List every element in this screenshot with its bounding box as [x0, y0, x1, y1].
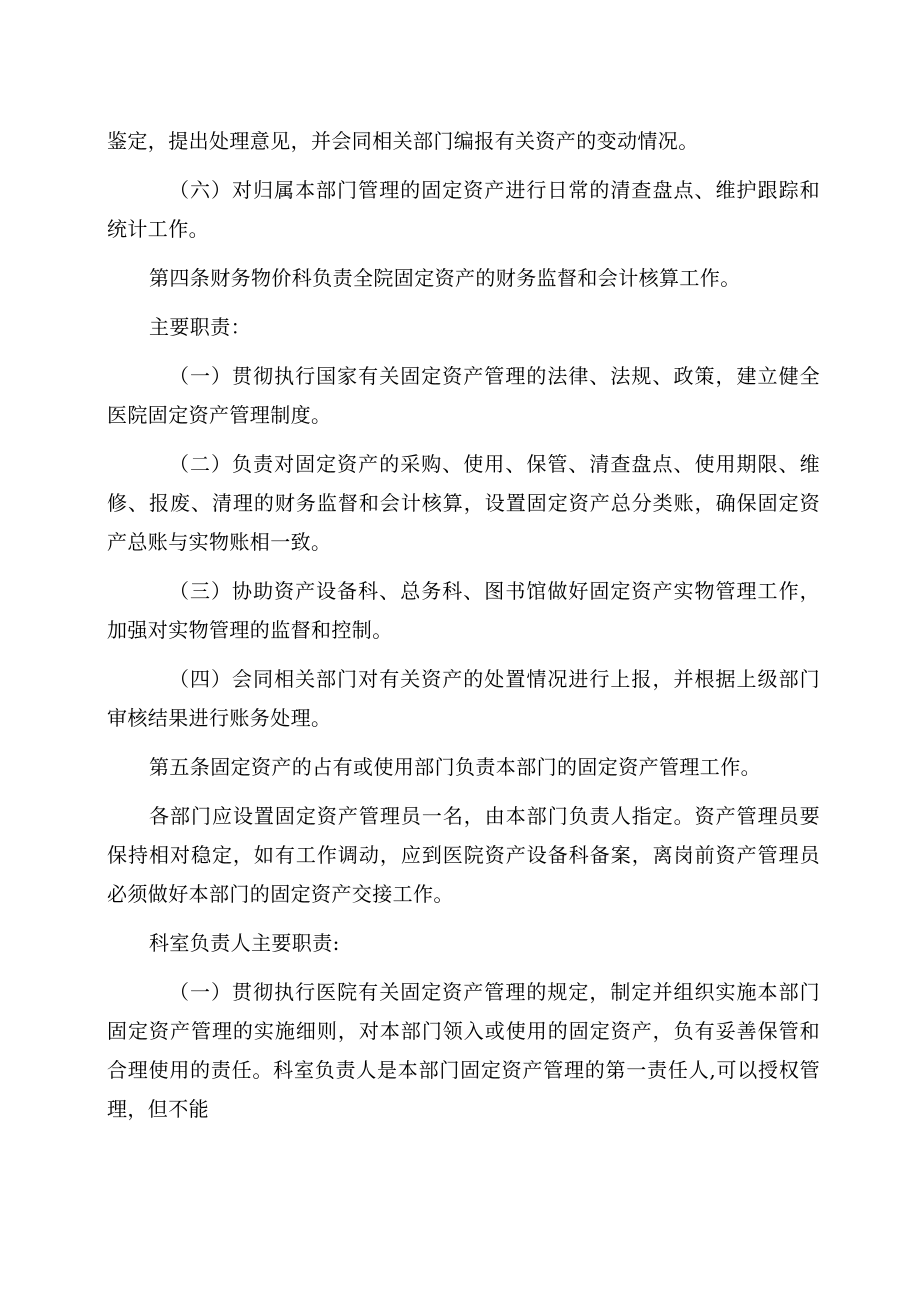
paragraph-item-two: （二）负责对固定资产的采购、使用、保管、清查盘点、使用期限、维修、报废、清理的财务监督和会计核算，设置固定资产总分类账，确保固定资产总账与实物账相一致。	[107, 452, 820, 554]
paragraph-dept-head-item-one: （一）贯彻执行医院有关固定资产管理的规定，制定并组织实施本部门固定资产管理的实施细则，对本部门领入或使用的固定资产，负有妥善保管和合理使用的责任。科室负责人是本部门固定资产管理的第一责任人,可以授权管理，但不能	[107, 980, 820, 1121]
paragraph-main-duties-heading: 主要职责：	[149, 315, 251, 339]
document-body	[107, 122, 820, 1139]
paragraph-continuation: 鉴定，提出处理意见，并会同相关部门编报有关资产的变动情况。	[107, 129, 699, 153]
paragraph-item-six: （六）对归属本部门管理的固定资产进行日常的清查盘点、维护跟踪和统计工作。	[107, 178, 820, 241]
paragraph-item-four: （四）会同相关部门对有关资产的处置情况进行上报，并根据上级部门审核结果进行账务处理。	[107, 667, 820, 730]
paragraph-article-four: 第四条财务物价科负责全院固定资产的财务监督和会计核算工作。	[149, 266, 741, 290]
paragraph-asset-manager: 各部门应设置固定资产管理员一名，由本部门负责人指定。资产管理员要保持相对稳定，如有工作调动，应到医院资产设备科备案，离岗前资产管理员必须做好本部门的固定资产交接工作。	[107, 804, 820, 906]
paragraph-item-one: （一）贯彻执行国家有关固定资产管理的法律、法规、政策，建立健全医院固定资产管理制度。	[107, 364, 820, 427]
paragraph-article-five: 第五条固定资产的占有或使用部门负责本部门的固定资产管理工作。	[149, 755, 761, 779]
paragraph-dept-head-duties-heading: 科室负责人主要职责:	[149, 931, 340, 955]
paragraph-item-three: （三）协助资产设备科、总务科、图书馆做好固定资产实物管理工作，加强对实物管理的监督和控制。	[107, 579, 820, 642]
